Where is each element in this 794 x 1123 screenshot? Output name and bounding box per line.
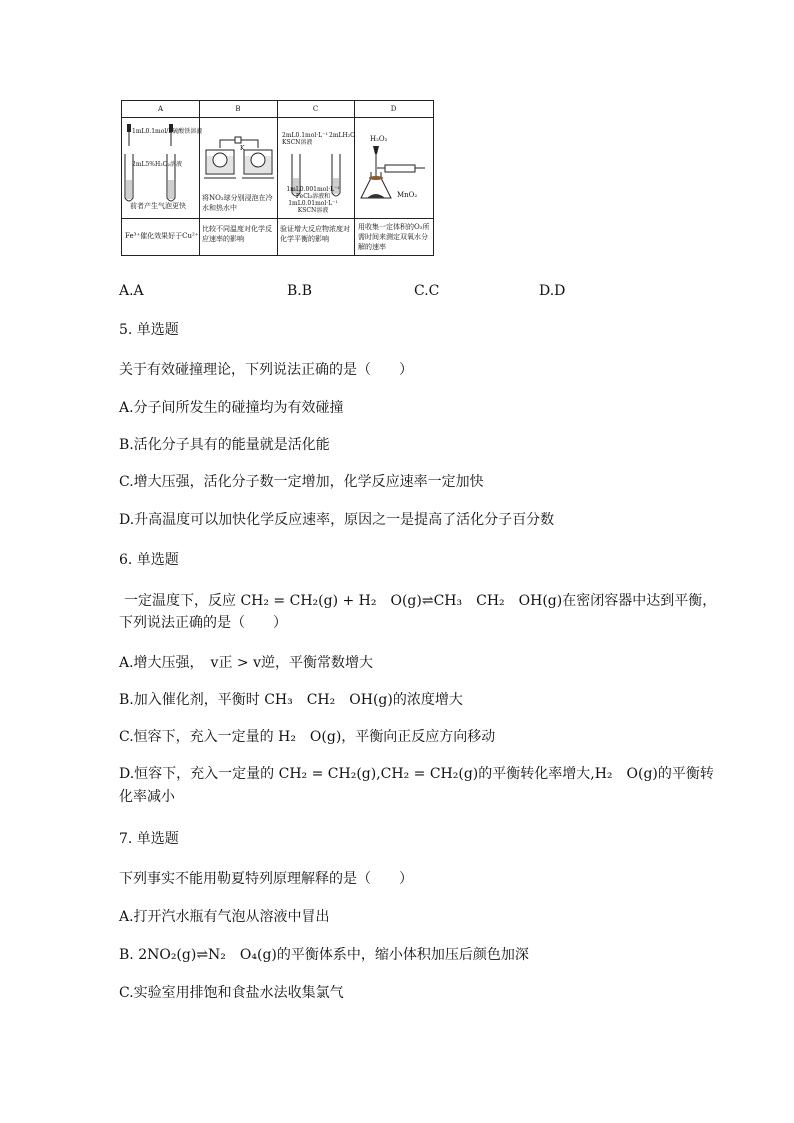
cell-a-caption: 前者产生气泡更快: [130, 202, 186, 210]
header-c: C: [277, 101, 354, 118]
q6-option-c[interactable]: C.恒容下，充入一定量的 H₂ O(g)，平衡向正反应方向移动: [119, 729, 496, 745]
cell-d-reagent-label: H₂O₂: [370, 135, 388, 143]
cell-d-solid-label: MnO₂: [397, 191, 418, 199]
header-b: B: [199, 101, 277, 118]
q5-header: 5. 单选题: [119, 322, 179, 338]
q5-option-b[interactable]: B.活化分子具有的能量就是活化能: [119, 437, 330, 453]
q6-option-a[interactable]: A.增大压强， v正 > v逆，平衡常数增大: [119, 655, 374, 671]
cell-c-conclusion: 验证增大反应物浓度对化学平衡的影响: [280, 225, 350, 243]
cell-b-conclusion: 比较不同温度对化学反应速率的影响: [202, 225, 272, 243]
cell-a-tube-label: 2mL5%H₂O₂溶液: [132, 161, 182, 168]
q7-header: 7. 单选题: [119, 831, 179, 847]
q5-option-c[interactable]: C.增大压强，活化分子数一定增加，化学反应速率一定加快: [119, 474, 484, 490]
cell-b-valve-label: K: [240, 145, 245, 152]
experiment-figure-table: [121, 100, 434, 256]
header-a: A: [122, 101, 199, 118]
cell-b-apparatus-drawing: [200, 118, 277, 188]
q6-header: 6. 单选题: [119, 552, 179, 568]
option-a[interactable]: A.A: [119, 283, 144, 299]
cell-c-reagent1-label: 2mL0.1mol·L⁻¹ KSCN溶液: [282, 132, 328, 146]
cell-c-reagent2-label: 2mLH₂O: [329, 132, 356, 139]
q6-stem-line1: 一定温度下，反应 CH₂ = CH₂(g) + H₂ O(g)⇌CH₃ CH₂ OH(g)在密闭容器中达到平衡，: [124, 593, 717, 609]
q6-option-d-line1[interactable]: D.恒容下，充入一定量的 CH₂ = CH₂(g),CH₂ = CH₂(g)的平衡转化率增大,H₂ O(g)的平衡转: [119, 766, 714, 782]
option-d[interactable]: D.D: [539, 283, 566, 299]
cell-c-tube-label: 1mL0.001mol·L⁻¹ FeCl₃溶液和 1mL0.01mol·L⁻¹ KSCN溶液: [286, 186, 340, 214]
q7-option-b[interactable]: B. 2NO₂(g)⇌N₂ O₄(g)的平衡体系中，缩小体积加压后颜色加深: [119, 947, 529, 963]
q6-option-d-line2[interactable]: 化率减小: [119, 789, 175, 805]
cell-a-conclusion: Fe³⁺催化效果好于Cu²⁺: [125, 232, 199, 240]
q5-option-d[interactable]: D.升高温度可以加快化学反应速率，原因之一是提高了活化分子百分数: [119, 512, 555, 528]
row-divider: [122, 218, 433, 219]
cell-a-drop1-label: 1mL0.1mol/L硫酸铁溶液: [132, 128, 203, 135]
q5-stem: 关于有效碰撞理论，下列说法正确的是（ ）: [119, 362, 413, 378]
q7-option-c[interactable]: C.实验室用排饱和食盐水法收集氯气: [119, 985, 344, 1001]
cell-d-apparatus-drawing: [355, 118, 433, 218]
option-b[interactable]: B.B: [287, 283, 313, 299]
q7-stem: 下列事实不能用勒夏特列原理解释的是（ ）: [119, 871, 413, 887]
cell-d-conclusion: 用收集一定体积的O₂所需时间来测定双氧水分解的速率: [358, 223, 430, 251]
header-d: D: [354, 101, 433, 118]
option-c[interactable]: C.C: [414, 283, 440, 299]
q7-option-a[interactable]: A.打开汽水瓶有气泡从溶液中冒出: [119, 909, 330, 925]
q5-option-a[interactable]: A.分子间所发生的碰撞均为有效碰撞: [119, 400, 344, 416]
cell-b-caption: 将NO₂球分别浸泡在冷水和热水中: [202, 194, 273, 212]
q6-stem-line2: 下列说法正确的是（ ）: [119, 615, 287, 631]
q6-option-b[interactable]: B.加入催化剂，平衡时 CH₃ CH₂ OH(g)的浓度增大: [119, 692, 463, 708]
